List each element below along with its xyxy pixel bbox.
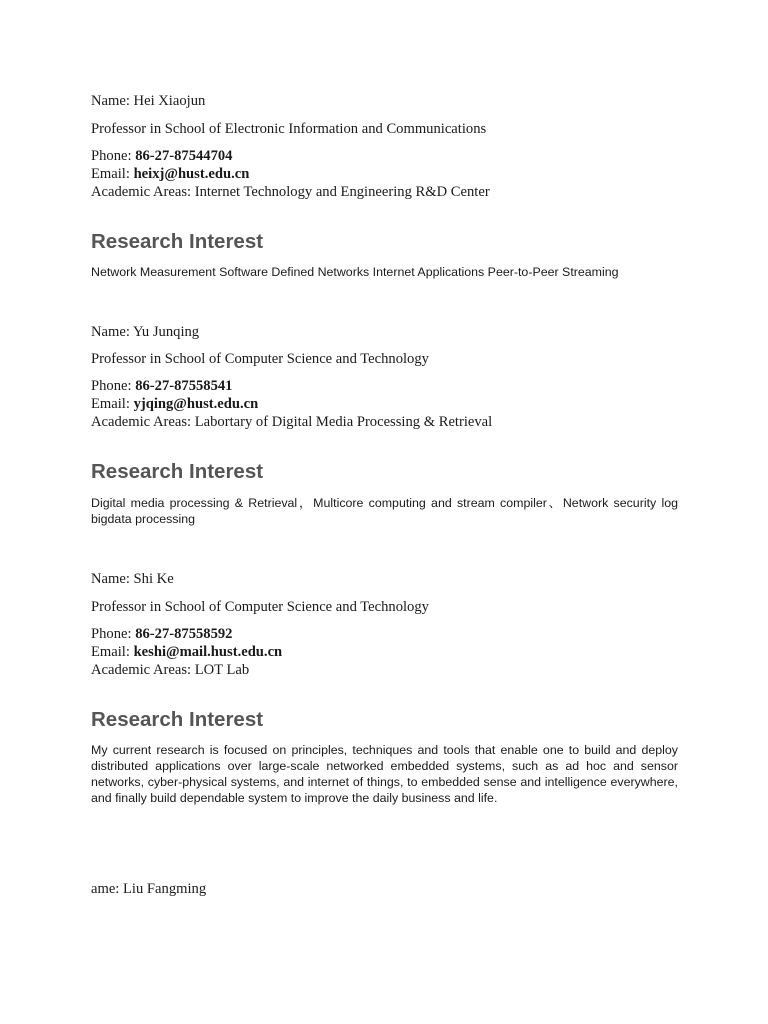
profile-academic-areas: Academic Areas: LOT Lab [91,662,250,678]
profile-phone [91,377,232,395]
profile-email [91,395,258,413]
profile-title: Professor in School of Electronic Information and Communications [91,121,487,137]
research-interest-heading: Research Interest [91,230,264,253]
profile-phone [91,147,232,165]
profile-email [91,643,282,661]
research-interest-heading: Research Interest [91,708,264,731]
email-label: Email: [91,396,134,412]
phone-number: 86-27-87558541 [135,378,233,394]
profile-name: Name: Shi Ke [91,571,174,587]
profile-phone [91,625,232,643]
research-interest-heading: Research Interest [91,460,264,483]
research-interest-text: My current research is focused on principles, techniques and tools that enable one to build and deploy distributed applications over large-scale networked embedded systems, such as ad hoc and sensor networks, cyber-physical systems, and internet of things, to embedded sense and intelligence everywhere, and finally build dependable system to improve the daily business and life. [91,743,678,805]
email-label: Email: [91,644,134,660]
research-interest-text: Digital media processing & Retrieval，Multicore computing and stream compiler、Network security log bigdata processing [91,496,678,526]
profile-title: Professor in School of Computer Science and Technology [91,599,429,615]
profile-academic-areas: Academic Areas: Labortary of Digital Media Processing & Retrieval [91,414,493,430]
profile-academic-areas: Academic Areas: Internet Technology and Engineering R&D Center [91,184,490,200]
phone-label: Phone: [91,378,136,394]
phone-label: Phone: [91,626,136,642]
profile-name-partial: ame: Liu Fangming [91,881,207,897]
email-address: yjqing@hust.edu.cn [133,396,259,412]
phone-number: 86-27-87558592 [135,626,233,642]
profile-name: Name: Hei Xiaojun [91,93,206,109]
phone-number: 86-27-87544704 [135,148,233,164]
profile-title: Professor in School of Computer Science and Technology [91,351,429,367]
phone-label: Phone: [91,148,136,164]
email-label: Email: [91,166,134,182]
profile-name: Name: Yu Junqing [91,324,200,340]
profile-email [91,165,249,183]
email-address: keshi@mail.hust.edu.cn [133,644,283,660]
email-address: heixj@hust.edu.cn [133,166,250,182]
research-interest-text: Network Measurement Software Defined Networks Internet Applications Peer-to-Peer Streaming [91,265,619,279]
